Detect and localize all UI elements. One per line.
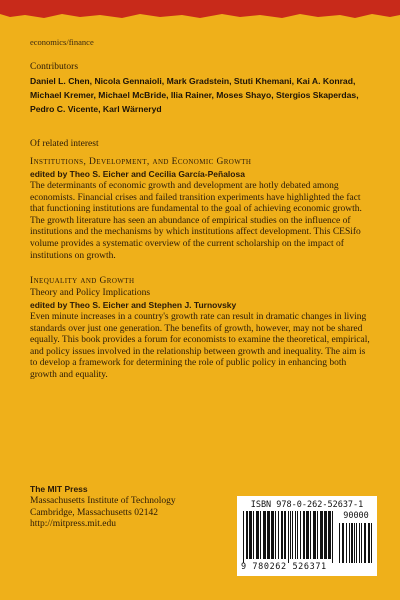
- publisher-institution: Massachusetts Institute of Technology: [30, 495, 176, 506]
- publisher-block: [30, 484, 176, 531]
- book-title: Inequality and Growth: [30, 276, 135, 286]
- isbn-barcode: [237, 496, 377, 576]
- publisher-city: Cambridge, Massachusetts 02142: [30, 507, 158, 518]
- book-description: Even minute increases in a country's growth rate can result in dramatic changes in living standards over just one generation. The benefits of growth, however, may not be shared equally. This book provides a forum for economists to examine the theoretical, empirical, and policy issues involved in the relationship between growth and inequality. The aim is to develop a framework for determining the role of public policy in enhancing both growth and equality.: [30, 312, 370, 380]
- publisher-url: http://mitpress.mit.edu: [30, 519, 117, 530]
- publisher-name: The MIT Press: [30, 484, 88, 494]
- book-subtitle: Theory and Policy Implications: [30, 288, 151, 298]
- book-editors: edited by Theo S. Eicher and Stephen J. Turnovsky: [30, 300, 237, 310]
- addon-price-code: 90000: [343, 511, 369, 521]
- isbn-number: ISBN 978-0-262-52637-1: [250, 500, 364, 510]
- book-editors: edited by Theo S. Eicher and Cecilia García-Peñalosa: [30, 169, 245, 179]
- top-band-brush-edge: [0, 12, 400, 20]
- ean-number: 9 780262 526371: [241, 562, 327, 572]
- related-book-1: [30, 156, 375, 262]
- contributors-heading: Contributors: [30, 62, 79, 72]
- category-label: economics/finance: [30, 37, 94, 47]
- book-description: The determinants of economic growth and development are hotly debated among economists. Financial crises and failed transition experiments have highlighted the fact that functioning institutions are fundamental to the goal of achieving economic growth. The growth literature has seen an abundance of empirical studies on the influence of institutions and the mechanisms by which institutions affect development. This CESifo volume provides a systematic overview of the current scholarship on the impact of institutions on growth.: [30, 181, 362, 261]
- contributors-list: Daniel L. Chen, Nicola Gennaioli, Mark Gradstein, Stuti Khemani, Kai A. Konrad, Michael Kremer, Michael McBride, Ilia Rainer, Moses Shayo, Stergios Skaperdas, Pedro C. Vicente, Karl Wärneryd: [30, 76, 359, 114]
- related-book-2: [30, 275, 375, 382]
- book-title: Institutions, Development, and Economic Growth: [30, 157, 252, 167]
- related-interest-heading: Of related interest: [30, 139, 99, 149]
